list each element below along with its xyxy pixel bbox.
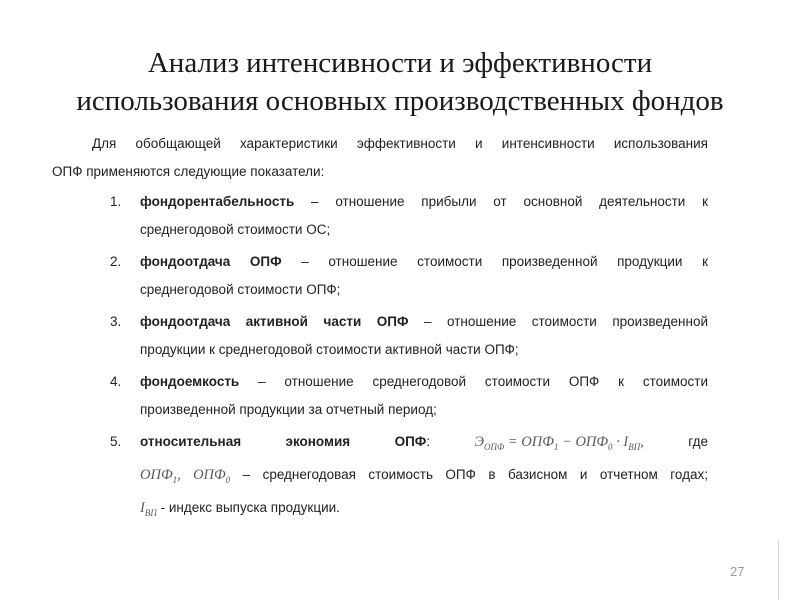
item5-line-3 (140, 494, 708, 527)
footer-divider (778, 540, 779, 600)
list-item-number: 1. (110, 194, 122, 209)
list-item (52, 368, 708, 424)
indicator-definition: – отношение стоимости произведенной (408, 314, 708, 329)
list-item-number: 4. (110, 374, 122, 389)
intro-line-1: Для обобщающей характеристики эффективности и интенсивности использования (92, 136, 708, 151)
list-item-number: 5. (110, 434, 122, 449)
indicator-definition: – отношение среднегодовой стоимости ОПФ к стоимости (239, 374, 708, 389)
indicator-term: фондоотдача ОПФ (140, 254, 282, 269)
list-item-number: 2. (110, 254, 122, 269)
where-word: где (688, 434, 708, 449)
index-variable: $I_{ВП}$ (140, 499, 157, 518)
item5-line-1 (140, 428, 708, 461)
term-word: экономия (285, 434, 351, 449)
savings-formula: $Э_{ОПФ} = ОПФ_1 - ОПФ_0 \cdot I_{ВП}$, (474, 434, 644, 452)
indicator-list (52, 188, 708, 531)
intro-line-2: ОПФ применяются следующие показатели: (52, 164, 325, 179)
term-word: относительная (140, 434, 242, 449)
list-item-5 (52, 428, 708, 527)
indicator-definition: – отношение стоимости произведенной продукции к (281, 254, 708, 269)
index-variable-explanation: - индекс выпуска продукции. (156, 499, 340, 515)
indicator-term: фондорентабельность (140, 194, 295, 209)
item5-line-2 (140, 461, 708, 494)
slide-title-line-1: Анализ интенсивности и эффективности (147, 47, 653, 79)
list-item (52, 248, 708, 304)
list-item (52, 188, 708, 244)
list-item (52, 308, 708, 364)
term-colon: : (426, 434, 431, 449)
indicator-term: фондоотдача активной части ОПФ (140, 314, 409, 329)
opf-variables: $ОПФ_1$, $ОПФ_0$ (140, 466, 231, 485)
term-word: ОПФ (394, 434, 427, 449)
indicator-definition-cont: произведенной продукции за отчетный период; (140, 402, 437, 417)
indicator-definition: – отношение прибыли от основной деятельности к (294, 194, 708, 209)
indicator-definition-cont: среднегодовой стоимости ОПФ; (140, 282, 341, 297)
list-item-number: 3. (110, 314, 122, 329)
opf-variables-explanation: – среднегодовая стоимость ОПФ в базисном и отчетном годах; (230, 466, 708, 482)
intro-paragraph (52, 130, 708, 186)
indicator-definition-cont: среднегодовой стоимости ОС; (140, 222, 331, 237)
indicator-term: фондоемкость (140, 374, 240, 389)
page-number: 27 (730, 564, 745, 579)
slide-title-line-2: использования основных производственных фондов (76, 85, 724, 117)
slide-title (40, 44, 760, 120)
indicator-definition-cont: продукции к среднегодовой стоимости активной части ОПФ; (140, 342, 519, 357)
